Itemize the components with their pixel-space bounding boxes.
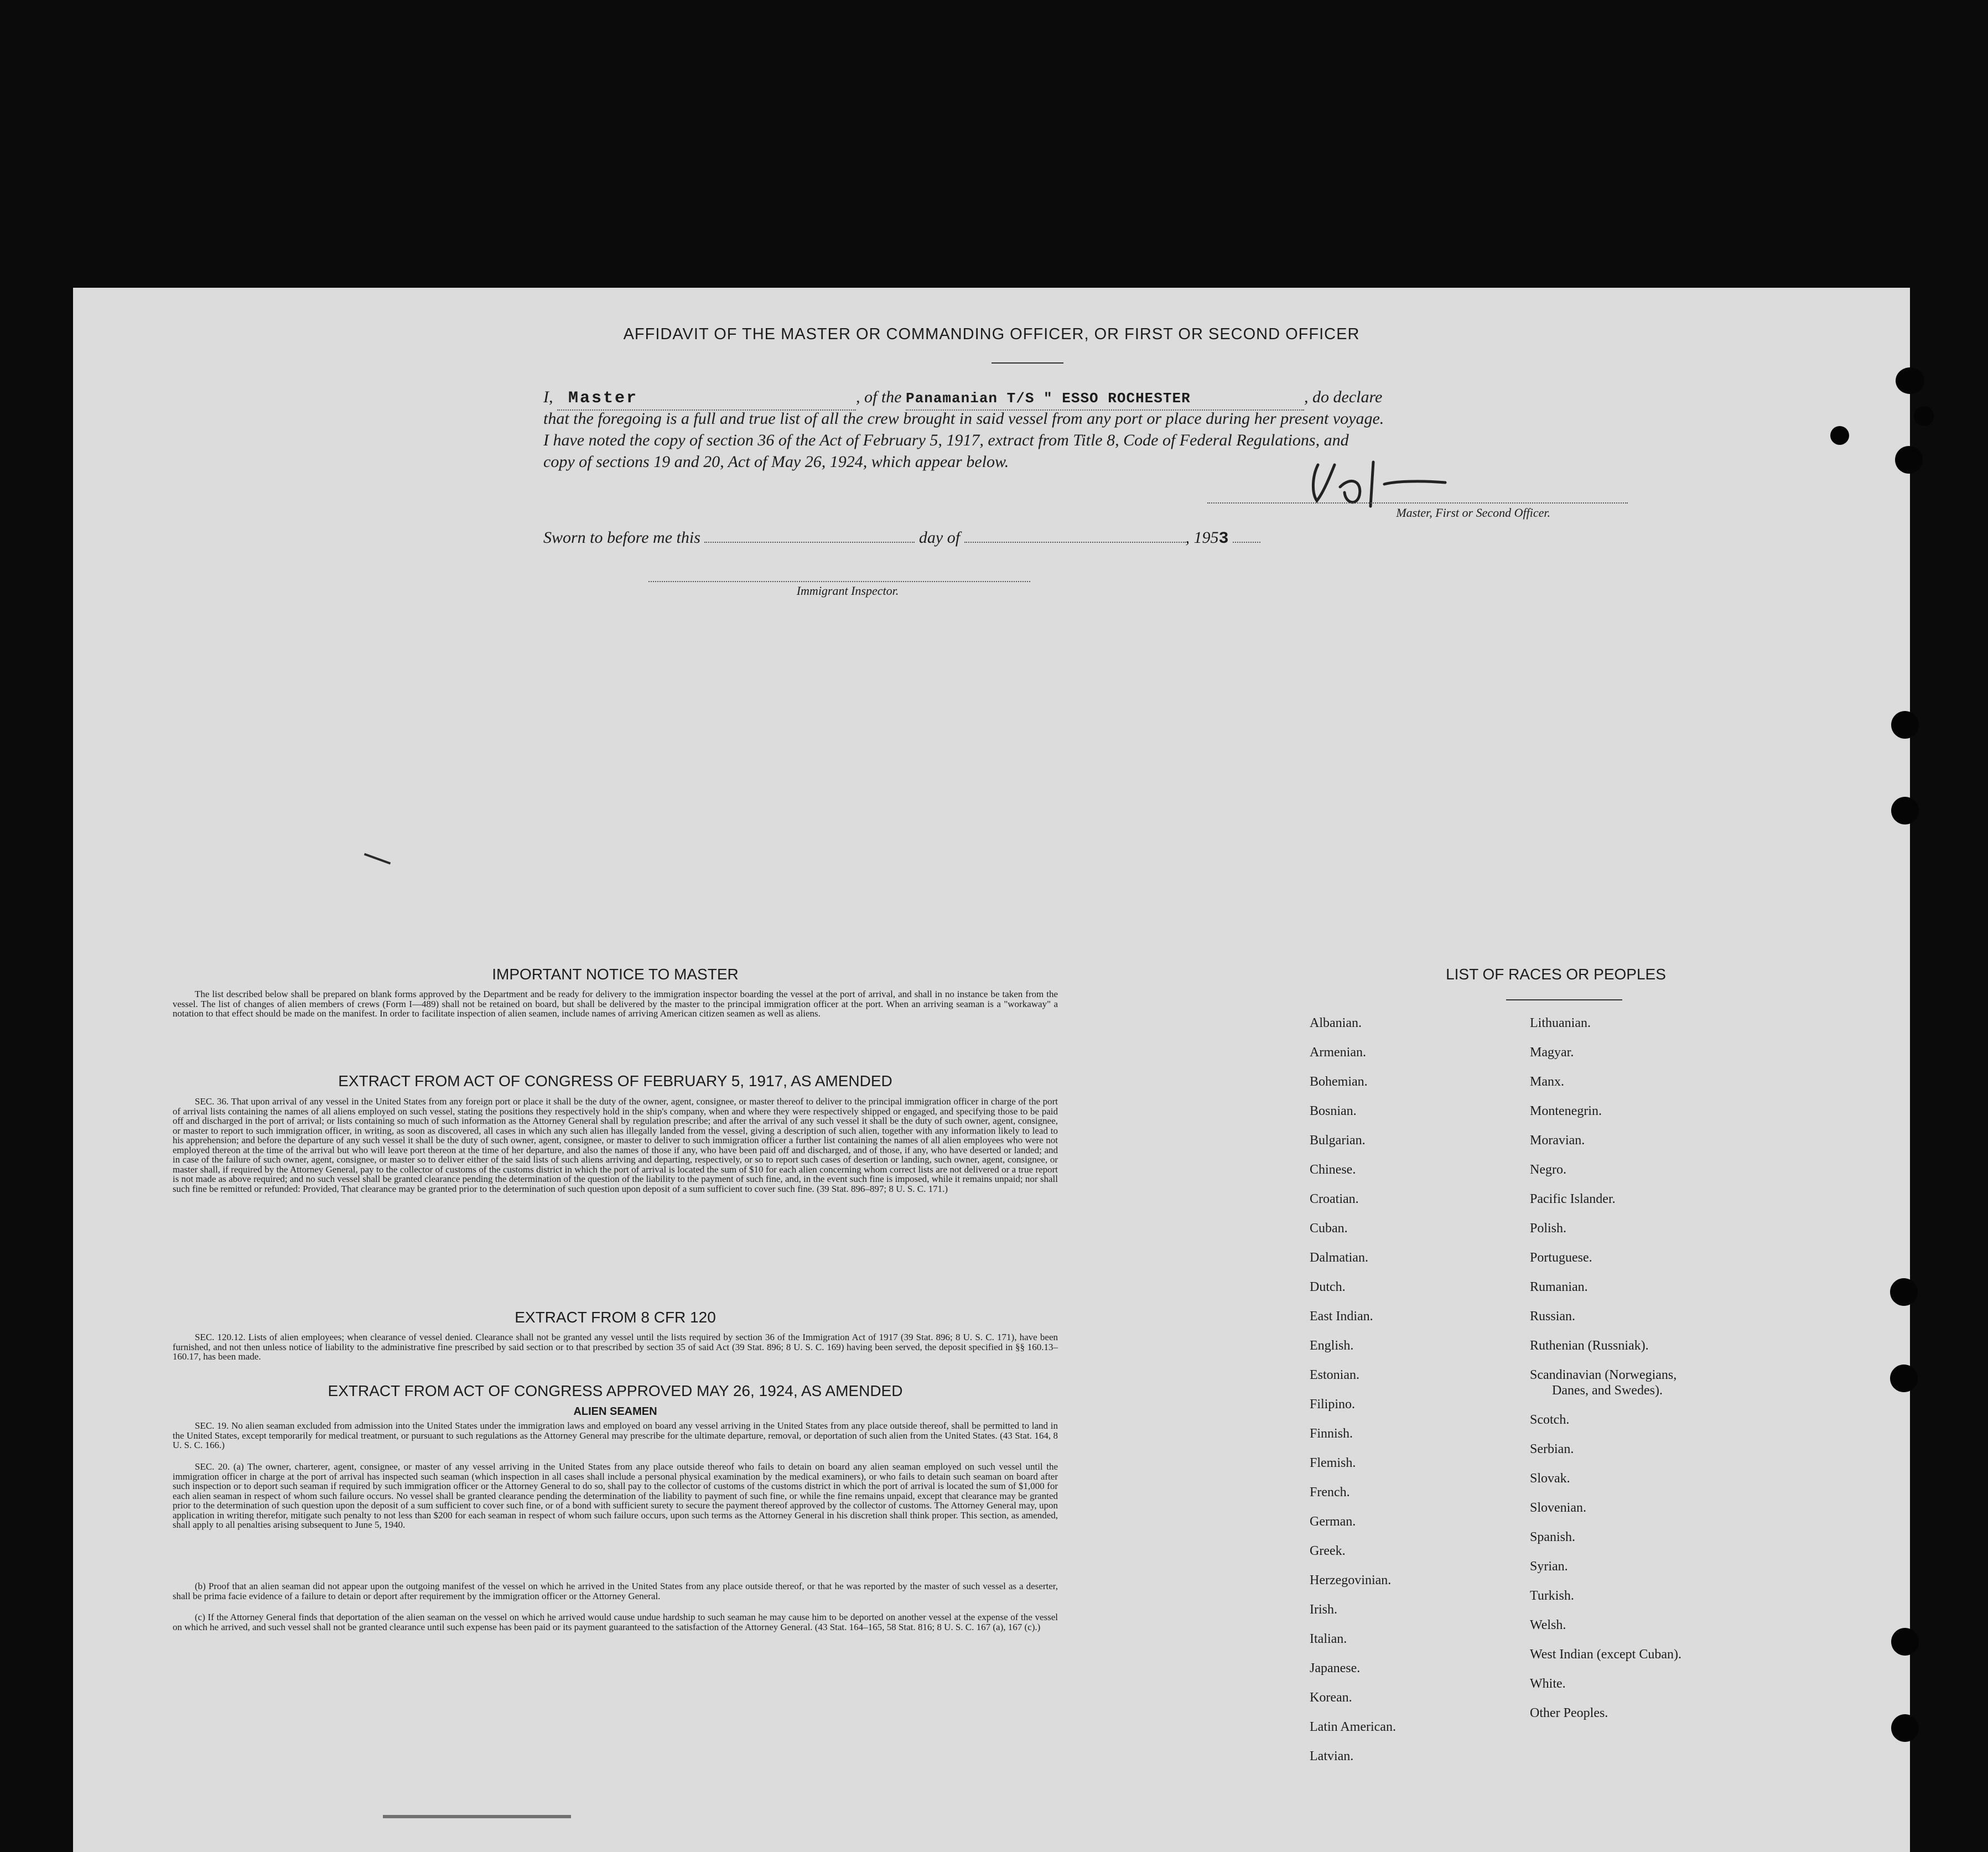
punch-hole <box>1830 426 1849 445</box>
race-item: Moravian. <box>1530 1133 1585 1148</box>
race-item: Herzegovinian. <box>1310 1573 1392 1588</box>
race-item: Scandinavian (Norwegians, <box>1530 1368 1677 1382</box>
affidavit-line-1 <box>543 386 1528 411</box>
punch-hole <box>1891 797 1919 824</box>
races-right-column <box>1530 1015 1818 1735</box>
affidavit-title: AFFIDAVIT OF THE MASTER OR COMMANDING OFFICER, OR FIRST OR SECOND OFFICER <box>623 325 1360 343</box>
sworn-line <box>543 527 1528 550</box>
race-item: Bohemian. <box>1310 1075 1368 1089</box>
scan-mark <box>383 1815 571 1818</box>
race-item: Portuguese. <box>1530 1251 1592 1265</box>
race-item: Slovenian. <box>1530 1501 1586 1515</box>
race-item: Russian. <box>1530 1309 1576 1324</box>
punch-hole <box>1890 1365 1918 1392</box>
sec-20c-text: (c) If the Attorney General finds that deportation of the alien seaman on the vessel on which he arrived would cause undue hardship to such seaman he may cause him to be deported on another vessel at the expense of the vessel on which he arrived, and such vessel shall not be granted clearance until such expense has been paid or its payment guaranteed to the satisfaction of the Attorney General. (43 Stat. 164–165, 58 Stat. 816; 8 U. S. C. 167 (a), 167 (c).) <box>173 1612 1058 1632</box>
officer-typed: Master <box>568 389 639 408</box>
affidavit-i: I, <box>543 388 553 406</box>
race-item: Slovak. <box>1530 1471 1570 1486</box>
year-typed: 3 <box>1218 530 1229 548</box>
race-item: Serbian. <box>1530 1442 1574 1456</box>
form-sheet <box>73 288 1910 1852</box>
scan-mark <box>364 853 391 865</box>
signature-caption: Master, First or Second Officer. <box>1396 506 1550 520</box>
punch-hole <box>1891 711 1919 739</box>
race-item: White. <box>1530 1677 1566 1691</box>
sworn-date-field <box>704 542 915 543</box>
race-item: Finnish. <box>1310 1426 1353 1441</box>
race-item: Manx. <box>1530 1075 1564 1089</box>
punch-hole <box>1895 446 1923 474</box>
extract-cfr-text: SEC. 120.12. Lists of alien employees; when clearance of vessel denied. Clearance shall not be granted any vessel until the lists required by section 36 of the Immigration Act of 1917 (39 Stat. 896; 8 U. S. C. 171), have been furnished, and not then unless notice of liability to the administrative fine prescribed by said section or to that prescribed by section 35 of said Act (39 Stat. 896; 8 U. S. C. 169) having been served, the deposit specified in §§ 160.13–160.17, has been made. <box>173 1332 1058 1362</box>
sworn-prefix: Sworn to before me this <box>543 528 700 547</box>
day-of-label: day of <box>918 528 961 547</box>
punch-hole <box>1914 406 1934 426</box>
extract-1924-subtitle: ALIEN SEAMEN <box>573 1405 657 1418</box>
sec-19-text: SEC. 19. No alien seaman excluded from admission into the United States under the immigration laws and employed on board any vessel arriving in the United States from any place outside thereof, shall be permitted to land in the United States, except temporarily for medical treatment, or pursuant to such regulations as the Attorney General may prescribe for the ultimate departure, removal, or deportation of such alien from the United States. (43 Stat. 164, 8 U. S. C. 166.) <box>173 1420 1058 1450</box>
race-item: Magyar. <box>1530 1045 1574 1060</box>
race-item: Italian. <box>1310 1632 1347 1646</box>
extract-1917-title: EXTRACT FROM ACT OF CONGRESS OF FEBRUARY 5, 1917, AS AMENDED <box>338 1072 892 1090</box>
race-item: Ruthenian (Russniak). <box>1530 1339 1649 1353</box>
race-item: German. <box>1310 1514 1356 1529</box>
race-item: Korean. <box>1310 1690 1352 1705</box>
year-field <box>1233 542 1260 543</box>
races-rule <box>1506 999 1622 1000</box>
race-item: Estonian. <box>1310 1368 1359 1382</box>
punch-hole <box>1891 1714 1919 1742</box>
affidavit-line-2: that the foregoing is a full and true list of all the crew brought in said vessel from any port or place during her present voyage. <box>543 409 1384 428</box>
affidavit-line-3: I have noted the copy of section 36 of the Act of February 5, 1917, extract from Title 8, Code of Federal Regulations, and <box>543 431 1349 449</box>
race-item: Armenian. <box>1310 1045 1366 1060</box>
do-declare-label: , do declare <box>1304 388 1383 406</box>
race-item: Irish. <box>1310 1602 1337 1617</box>
sworn-month-field <box>964 542 1186 543</box>
punch-hole <box>1891 1628 1919 1656</box>
race-item: French. <box>1310 1485 1350 1500</box>
race-item: Dutch. <box>1310 1280 1346 1294</box>
race-item: West Indian (except Cuban). <box>1530 1647 1681 1662</box>
races-left-column <box>1310 1015 1509 1778</box>
affidavit-line-4: copy of sections 19 and 20, Act of May 26, 1924, which appear below. <box>543 453 1009 471</box>
race-item: Latvian. <box>1310 1749 1354 1763</box>
race-item: Japanese. <box>1310 1661 1361 1675</box>
race-item: East Indian. <box>1310 1309 1373 1324</box>
race-item: English. <box>1310 1339 1354 1353</box>
race-item: Dalmatian. <box>1310 1251 1368 1265</box>
sec-20a-text: SEC. 20. (a) The owner, charterer, agent, consignee, or master of any vessel arriving in the United States from any place outside thereof who fails to detain on board any alien seaman employed on such vessel until the immigration officer in charge at the port of arrival has inspected such seaman (which inspection in all cases shall include a personal physical examination by the medical examiners), or who fails to detain such seaman on board after such inspection or to deport such seaman if required by such immigration officer or the Attorney General to do so, shall pay to the collector of customs of the customs district in which the port of arrival is located the sum of $1,000 for each alien seaman in respect of whom such failure occurs. No vessel shall be granted clearance pending the determination of the liability to payment of such fine, or while the fine remains unpaid, except that clearance may be granted prior to the determination of such question upon the deposit of a sum sufficient to cover such fine, or of a bond with sufficient surety to secure the payment thereof approved by the collector of customs. The Attorney General may, upon application in writing therefor, mitigate such penalty to not less than $200 for each seaman in respect of whom such failure occurs, upon such terms as the Attorney General in his discretion shall think proper. This section, as amended, shall apply to all penalties arising subsequent to June 5, 1940. <box>173 1461 1058 1530</box>
race-item: Welsh. <box>1530 1618 1566 1632</box>
race-item: Bosnian. <box>1310 1104 1357 1118</box>
notice-title: IMPORTANT NOTICE TO MASTER <box>492 966 739 983</box>
inspector-caption: Immigrant Inspector. <box>796 584 899 598</box>
sec-20b-text: (b) Proof that an alien seaman did not appear upon the outgoing manifest of the vessel on which he arrived in the United States from any place outside thereof, or that he was reported by the master of such vessel as a deserter, shall be prima facie evidence of a failure to detain or deport after requirement by the immigration officer or the Attorney General. <box>173 1581 1058 1601</box>
punch-hole <box>1890 1278 1918 1306</box>
race-item: Syrian. <box>1530 1559 1568 1574</box>
race-item: Polish. <box>1530 1221 1567 1236</box>
year-label: , 195 <box>1185 528 1219 547</box>
of-the-label: , of the <box>856 388 902 406</box>
race-item: Scotch. <box>1530 1413 1570 1427</box>
race-item: Spanish. <box>1530 1530 1576 1544</box>
inspector-line <box>648 581 1030 582</box>
extract-1924-title: EXTRACT FROM ACT OF CONGRESS APPROVED MAY 26, 1924, AS AMENDED <box>328 1382 903 1399</box>
title-rule <box>992 362 1063 364</box>
race-item: Other Peoples. <box>1530 1706 1608 1720</box>
race-item: Montenegrin. <box>1530 1104 1602 1118</box>
vessel-typed: Panamanian T/S " ESSO ROCHESTER <box>906 390 1191 407</box>
vessel-field <box>906 386 1304 411</box>
race-item: Lithuanian. <box>1530 1016 1591 1030</box>
race-item: Flemish. <box>1310 1456 1356 1470</box>
races-title: LIST OF RACES OR PEOPLES <box>1446 966 1666 983</box>
race-item: Pacific Islander. <box>1530 1192 1616 1206</box>
race-item: Rumanian. <box>1530 1280 1588 1294</box>
officer-field <box>557 386 856 411</box>
race-item: Danes, and Swedes). <box>1552 1383 1663 1398</box>
race-item: Cuban. <box>1310 1221 1348 1236</box>
race-item: Filipino. <box>1310 1397 1356 1412</box>
punch-hole <box>1896 367 1924 394</box>
race-item: Bulgarian. <box>1310 1133 1366 1148</box>
race-item: Turkish. <box>1530 1589 1574 1603</box>
race-item: Croatian. <box>1310 1192 1359 1206</box>
race-item: Chinese. <box>1310 1163 1356 1177</box>
extract-cfr-title: EXTRACT FROM 8 CFR 120 <box>515 1309 716 1326</box>
notice-text: The list described below shall be prepared on blank forms approved by the Department and be ready for delivery to the immigration inspector boarding the vessel at the port of arrival, and shall in no instance be taken from the vessel. The list of changes of alien members of crews (Form I—489) shall not be retained on board, but shall be delivered by the master to the principal immigration officer at the port. When an arriving seaman is a "workaway" a notation to that effect should be made on the manifest. In order to facilitate inspection of alien seamen, include names of arriving American citizen seamen as well as aliens. <box>173 989 1058 1019</box>
race-item: Albanian. <box>1310 1016 1362 1030</box>
race-item: Latin American. <box>1310 1720 1396 1734</box>
extract-1917-text: SEC. 36. That upon arrival of any vessel in the United States from any foreign port or place it shall be the duty of the owner, agent, consignee, or master thereof to deliver to the principal immigration officer in charge of the port of arrival lists containing the names of all aliens employed on such vessel, stating the positions they respectively hold in the ship's company, when and where they were respectively shipped or engaged, and specifying those to be paid off and discharged in the port of arrival; or lists containing so much of such information as the Attorney General shall by regulation prescribe; and after the arrival of any such vessel it shall be the duty of such owner, agent, consignee, or master to report to such immigration officer, in writing, as soon as discovered, all cases in which any such alien has illegally landed from the vessel, giving a description of such alien, together with any information likely to lead to his apprehension; and before the departure of any such vessel it shall be the duty of such owner, agent, consignee, or master to deliver to such immigration officer a further list containing the names of all alien employees who were not employed thereon at the time of the arrival but who will leave port thereon at the time of her departure, and also the names of those if any, who have been paid off and discharged, and of those, if any, who have deserted or landed; and in case of the failure of such owner, agent, consignee, or master so to deliver either of the said lists of such aliens arriving and departing, respectively, or so to report such cases of desertion or landing, such owner, agent, consignee, or master shall, if required by the Attorney General, pay to the collector of customs of the customs district in which the port of arrival is located the sum of $10 for each alien concerning whom correct lists are not delivered or a true report is not made as above required; and no such vessel shall be granted clearance pending the determination of the question of the liability to the payment of such fine, and, in the event such fine is imposed, while it remains unpaid; nor shall such fine be remitted or refunded: Provided, That clearance may be granted prior to the determination of such question upon deposit of a sum sufficient to cover such fine. (39 Stat. 896–897; 8 U. S. C. 171.) <box>173 1096 1058 1194</box>
race-item: Negro. <box>1530 1163 1566 1177</box>
signature-line <box>1207 502 1628 504</box>
race-item: Greek. <box>1310 1544 1346 1558</box>
